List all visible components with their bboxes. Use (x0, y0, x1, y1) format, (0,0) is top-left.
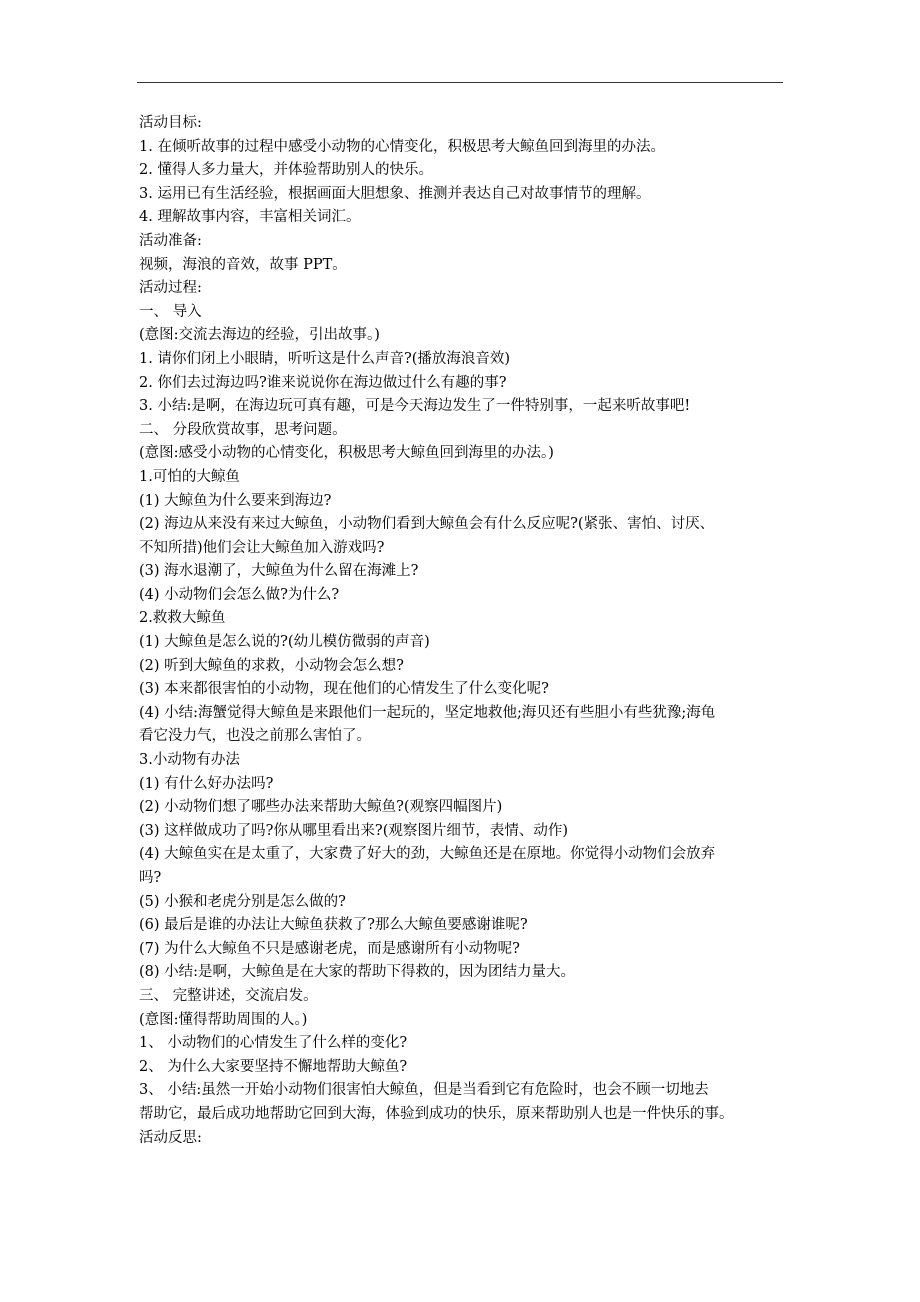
intent-text: (意图:懂得帮助周围的人。) (139, 1011, 308, 1028)
goal-item: 1. 在倾听故事的过程中感受小动物的心情变化，积极思考大鲸鱼回到海里的办法。 (139, 138, 665, 155)
list-item: (1) 大鲸鱼为什么要来到海边? (139, 492, 332, 509)
goal-item: 4. 理解故事内容，丰富相关词汇。 (139, 209, 361, 226)
intent-text: (意图:感受小动物的心情变化，积极思考大鲸鱼回到海里的办法。) (139, 445, 554, 462)
list-item: (2) 海边从来没有来过大鲸鱼，小动物们看到大鲸鱼会有什么反应呢?(紧张、害怕、讨厌、 (139, 516, 715, 533)
list-item: 1. 请你们闭上小眼睛，听听这是什么声音?(播放海浪音效) (139, 350, 511, 367)
list-item: (5) 小猴和老虎分别是怎么做的? (139, 893, 346, 910)
list-item: (2) 小动物们想了哪些办法来帮助大鲸鱼?(观察四幅图片) (139, 799, 503, 816)
intent-text: (意图:交流去海边的经验，引出故事。) (139, 327, 380, 344)
list-item: 2、 为什么大家要坚持不懈地帮助大鲸鱼? (139, 1058, 408, 1075)
list-item: 1、 小动物们的心情发生了什么样的变化? (139, 1035, 408, 1052)
section-heading-process: 活动过程: (139, 280, 202, 297)
list-item: 2. 你们去过海边吗?谁来说说你在海边做过什么有趣的事? (139, 374, 507, 391)
section-heading-goals: 活动目标: (139, 115, 202, 131)
goal-item: 2. 懂得人多力量大，并体验帮助别人的快乐。 (139, 162, 433, 179)
list-item: (4) 小结:海蟹觉得大鲸鱼是来跟他们一起玩的，坚定地救他;海贝还有些胆小有些犹豫;海龟 (139, 704, 716, 721)
subsection-heading: 1.可怕的大鲸鱼 (139, 468, 240, 485)
part-heading: 二、 分段欣赏故事，思考问题。 (139, 421, 347, 438)
header-rule (137, 82, 783, 83)
part-heading: 三、 完整讲述，交流启发。 (139, 987, 318, 1004)
preparation-text: 视频，海浪的音效，故事 PPT。 (139, 256, 347, 273)
subsection-heading: 2.救救大鲸鱼 (139, 610, 226, 627)
list-item: (7) 为什么大鲸鱼不只是感谢老虎，而是感谢所有小动物呢? (139, 940, 520, 957)
list-item: (4) 大鲸鱼实在是太重了，大家费了好大的劲，大鲸鱼还是在原地。你觉得小动物们会放弃 (139, 846, 716, 863)
goal-item: 3. 运用已有生活经验，根据画面大胆想象、推测并表达自己对故事情节的理解。 (139, 185, 651, 202)
list-item-continued: 帮助它，最后成功地帮助它回到大海，体验到成功的快乐，原来帮助别人也是一件快乐的事。 (139, 1105, 734, 1122)
list-item-continued: 吗? (139, 870, 162, 886)
list-item: (3) 海水退潮了，大鲸鱼为什么留在海滩上? (139, 563, 419, 580)
list-item: (8) 小结:是啊，大鲸鱼是在大家的帮助下得救的，因为团结力量大。 (139, 964, 576, 981)
document-body (139, 112, 785, 1150)
list-item: (3) 本来都很害怕的小动物，现在他们的心情发生了什么变化呢? (139, 681, 549, 698)
subsection-heading: 3.小动物有办法 (139, 752, 240, 769)
list-item: (1) 有什么好办法吗? (139, 775, 274, 792)
list-item: 3. 小结:是啊，在海边玩可真有趣，可是今天海边发生了一件特别事，一起来听故事吧! (139, 398, 691, 415)
list-item: (4) 小动物们会怎么做?为什么? (139, 586, 340, 603)
list-item: 3、 小结:虽然一开始小动物们很害怕大鲸鱼，但是当看到它有危险时，也会不顾一切地去 (139, 1082, 709, 1099)
list-item: (2) 听到大鲸鱼的求救，小动物会怎么想? (139, 657, 404, 674)
list-item-continued: 看它没力气，也没之前那么害怕了。 (139, 728, 371, 745)
section-heading-preparation: 活动准备: (139, 232, 202, 249)
list-item: (3) 这样做成功了吗?你从哪里看出来?(观察图片细节，表情、动作) (139, 822, 569, 839)
list-item: (6) 最后是谁的办法让大鲸鱼获救了?那么大鲸鱼要感谢谁呢? (139, 917, 528, 934)
section-heading-reflection: 活动反思: (139, 1129, 202, 1146)
part-heading: 一、 导入 (139, 303, 202, 320)
list-item-continued: 不知所措)他们会让大鲸鱼加入游戏吗? (139, 539, 385, 556)
list-item: (1) 大鲸鱼是怎么说的?(幼儿模仿微弱的声音) (139, 634, 430, 651)
